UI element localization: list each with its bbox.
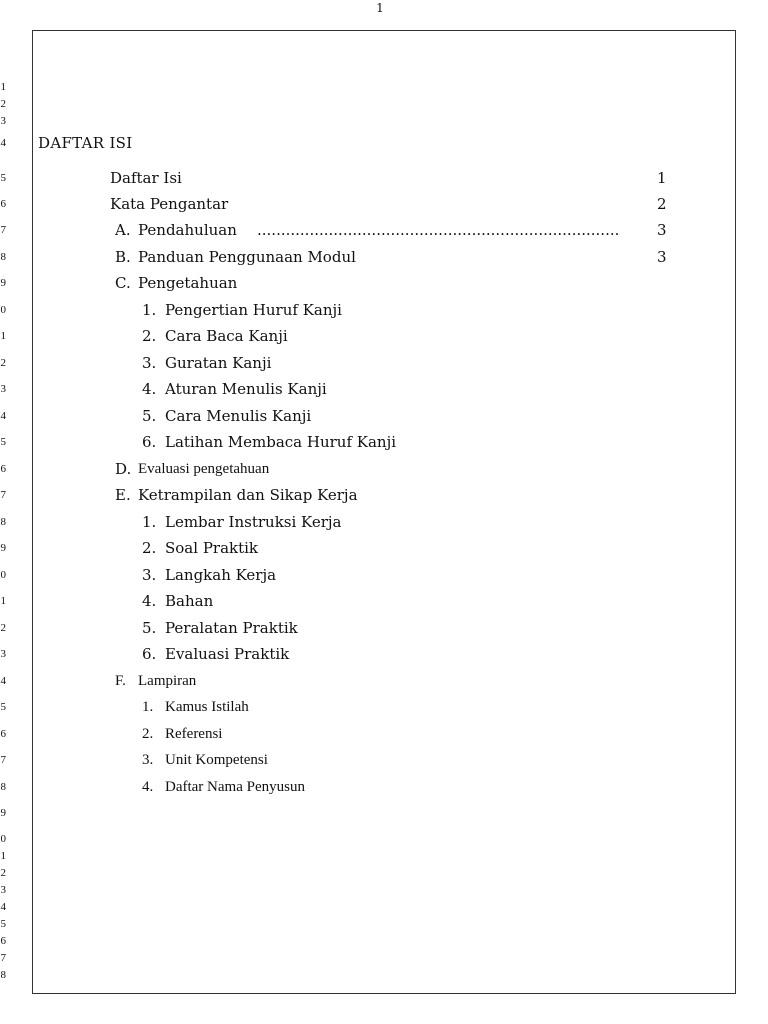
toc-sub-entry[interactable]: Peralatan Praktik [165, 619, 298, 637]
line-number: 1 [0, 850, 6, 862]
toc-sub-marker: 4. [142, 380, 157, 398]
toc-sub-entry[interactable]: Langkah Kerja [165, 566, 277, 584]
line-number: 6 [0, 463, 6, 475]
page-number: 1 [376, 1, 384, 15]
toc-sub-marker: 2. [142, 539, 157, 557]
toc-sub-marker: 2. [142, 726, 154, 742]
line-number: 5 [0, 436, 6, 448]
toc-sub-marker: 6. [142, 433, 157, 451]
toc-sub-entry[interactable]: Pengertian Huruf Kanji [165, 301, 342, 319]
toc-sub-marker: 5. [142, 619, 157, 637]
toc-sub-entry[interactable]: Evaluasi Praktik [165, 645, 290, 663]
line-number: 9 [0, 277, 6, 289]
line-number: 5 [0, 918, 6, 930]
toc-marker: E. [115, 486, 131, 504]
line-number: 8 [0, 969, 6, 981]
toc-sub-marker: 2. [142, 327, 157, 345]
toc-sub-marker: 4. [142, 779, 154, 795]
line-number: 2 [0, 357, 6, 369]
toc-sub-entry[interactable]: Referensi [165, 726, 223, 742]
toc-entry-panduan[interactable]: Panduan Penggunaan Modul [138, 248, 356, 266]
line-number: 1 [0, 330, 6, 342]
line-number: 2 [0, 622, 6, 634]
toc-sub-marker: 1. [142, 513, 157, 531]
line-number: 7 [0, 224, 6, 236]
toc-sub-marker: 6. [142, 645, 157, 663]
toc-sub-entry[interactable]: Cara Menulis Kanji [165, 407, 312, 425]
line-number: 0 [0, 569, 6, 581]
toc-sub-entry[interactable]: Unit Kompetensi [165, 752, 268, 768]
line-number: 5 [0, 701, 6, 713]
line-number: 3 [0, 648, 6, 660]
line-number: 1 [0, 81, 6, 93]
toc-leader-dots: ............................................................................ [257, 221, 620, 239]
toc-sub-marker: 4. [142, 592, 157, 610]
toc-sub-marker: 3. [142, 566, 157, 584]
toc-marker: A. [115, 221, 131, 239]
line-number: 7 [0, 754, 6, 766]
line-number: 2 [0, 98, 6, 110]
toc-entry-evaluasi-pengetahuan[interactable]: Evaluasi pengetahuan [138, 461, 270, 477]
toc-sub-entry[interactable]: Soal Praktik [165, 539, 259, 557]
toc-marker: C. [115, 274, 131, 292]
toc-sub-marker: 5. [142, 407, 157, 425]
line-number: 4 [0, 137, 6, 149]
toc-sub-entry[interactable]: Daftar Nama Penyusun [165, 779, 305, 795]
line-number: 3 [0, 115, 6, 127]
toc-sub-entry[interactable]: Kamus Istilah [165, 699, 249, 715]
toc-marker: F. [115, 673, 126, 689]
line-number: 9 [0, 542, 6, 554]
margin-line-numbers [0, 0, 8, 1024]
line-number: 6 [0, 935, 6, 947]
toc-page-number: 2 [657, 195, 667, 213]
line-number: 7 [0, 489, 6, 501]
line-number: 0 [0, 304, 6, 316]
line-number: 6 [0, 728, 6, 740]
line-number: 4 [0, 410, 6, 422]
toc-marker: B. [115, 248, 131, 266]
toc-sub-entry[interactable]: Aturan Menulis Kanji [165, 380, 327, 398]
line-number: 3 [0, 383, 6, 395]
toc-sub-entry[interactable]: Bahan [165, 592, 214, 610]
toc-entry-kata-pengantar[interactable]: Kata Pengantar [110, 195, 229, 213]
line-number: 8 [0, 516, 6, 528]
line-number: 3 [0, 884, 6, 896]
toc-entry-lampiran[interactable]: Lampiran [138, 673, 197, 689]
toc-sub-marker: 1. [142, 301, 157, 319]
line-number: 8 [0, 781, 6, 793]
toc-page-number: 1 [657, 169, 667, 187]
line-number: 7 [0, 952, 6, 964]
line-number: 4 [0, 901, 6, 913]
toc-entry-pengetahuan[interactable]: Pengetahuan [138, 274, 238, 292]
toc-entry-ketrampilan[interactable]: Ketrampilan dan Sikap Kerja [138, 486, 358, 504]
line-number: 9 [0, 807, 6, 819]
toc-sub-marker: 3. [142, 354, 157, 372]
line-number: 4 [0, 675, 6, 687]
line-number: 5 [0, 172, 6, 184]
toc-sub-entry[interactable]: Lembar Instruksi Kerja [165, 513, 342, 531]
toc-page-number: 3 [657, 221, 667, 239]
line-number: 2 [0, 867, 6, 879]
line-number: 6 [0, 198, 6, 210]
line-number: 1 [0, 595, 6, 607]
toc-marker: D. [115, 460, 132, 478]
toc-sub-entry[interactable]: Latihan Membaca Huruf Kanji [165, 433, 397, 451]
toc-sub-entry[interactable]: Guratan Kanji [165, 354, 272, 372]
line-number: 0 [0, 833, 6, 845]
toc-page-number: 3 [657, 248, 667, 266]
toc-sub-entry[interactable]: Cara Baca Kanji [165, 327, 288, 345]
toc-entry-pendahuluan[interactable]: Pendahuluan [138, 221, 237, 239]
toc-sub-marker: 1. [142, 699, 154, 715]
toc-entry-daftar-isi[interactable]: Daftar Isi [110, 169, 182, 187]
line-number: 8 [0, 251, 6, 263]
toc-sub-marker: 3. [142, 752, 154, 768]
toc-heading: DAFTAR ISI [38, 134, 133, 152]
